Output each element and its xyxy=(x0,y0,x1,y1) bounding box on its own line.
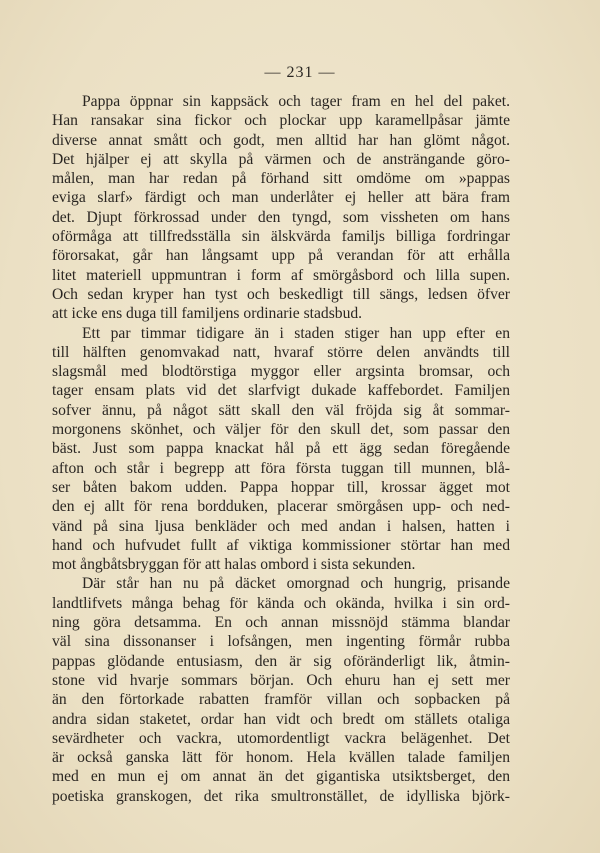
text-line: diverse annat smått och godt, men alltid har han glömt något. xyxy=(52,131,510,149)
text-line: stone vid hvarje sommars början. Och ehuru han ej sett mer xyxy=(52,671,510,689)
text-line: sofver ännu, på något sätt skall den väl fröjda sig åt sommar- xyxy=(52,401,510,419)
text-line: morgonens skönhet, och väljer för den skull det, som passar den xyxy=(52,421,510,439)
text-line: Och sedan kryper han tyst och beskedligt till sängs, ledsen öfver xyxy=(52,285,510,303)
text-line: poetiska granskogen, det rika smultronstället, de idylliska björk- xyxy=(52,787,510,805)
text-line: landtlifvets många behag för kända och okända, hvilka i sin ord- xyxy=(52,594,510,612)
text-line: mot ångbåtsbryggan för att halas ombord i sista sekunden. xyxy=(52,556,416,574)
text-line: litet materiell uppmuntran i form af smörgåsbord och lilla supen. xyxy=(52,266,510,284)
text-line: det. Djupt förkrossad under den tyngd, som vissheten om hans xyxy=(52,208,510,226)
text-line: Han ransakar sina fickor och plockar upp karamellpåsar jämte xyxy=(52,112,510,130)
text-line: slagsmål med blodtörstiga myggor eller argsinta bromsar, och xyxy=(52,363,510,381)
text-line: bäst. Just som pappa knackat hål på ett ägg sedan föregående xyxy=(52,440,510,458)
text-line: förorsakat, går han långsamt upp på verandan för att erhålla xyxy=(52,247,510,265)
paragraph-2 xyxy=(52,324,510,575)
text-line: till hälften genomvakad natt, hvaraf större delen användts till xyxy=(52,343,510,361)
text-line: den ej allt för rena bordduken, placerar smörgåsen upp- och ned- xyxy=(52,498,510,516)
page-number: — 231 — xyxy=(264,64,336,81)
text-line: pappas glödande entusiasm, den är sig oföränderligt lik, åtmin- xyxy=(52,652,510,670)
text-line: tager ensam plats vid det slarfvigt dukade kaffebordet. Familjen xyxy=(52,382,510,400)
text-line: Där står han nu på däcket omorgnad och hungrig, prisande xyxy=(82,575,510,593)
text-line: väl sina dissonanser i lofsången, men ingenting förmår rubba xyxy=(52,633,510,651)
text-line: än den förtorkade rabatten framför villan och sopbacken på xyxy=(52,691,510,709)
body-text xyxy=(52,92,510,806)
text-line: Ett par timmar tidigare än i staden stiger han upp efter en xyxy=(82,324,510,342)
text-line: sevärdheter och vackra, utomordentligt vackra belägenhet. Det xyxy=(52,729,510,747)
text-line: andra sidan staketet, ordar han vidt och bredt om ställets otaliga xyxy=(52,710,510,728)
text-line: att icke ens duga till familjens ordinarie stadsbud. xyxy=(52,305,363,323)
text-line: afton och står i begrepp att föra första tuggan till munnen, blå- xyxy=(52,459,510,477)
paragraph-3 xyxy=(52,574,510,806)
text-line: med en mun ej om annat än det gigantiska utsiktsberget, den xyxy=(52,768,510,786)
text-line: vänd på sina ljusa benkläder och med andan i halsen, hatten i xyxy=(52,517,510,535)
text-line: ning göra detsamma. En och annan missnöjd stämma blandar xyxy=(52,614,510,632)
text-line: Det hjälper ej att skylla på värmen och de ansträngande göro- xyxy=(52,150,510,168)
text-line: oförmåga att tillfredsställa sin älskvärda familjs billiga fordringar xyxy=(52,228,510,246)
text-line: hand och hufvudet fullt af viktiga kommissioner störtar han med xyxy=(52,536,510,554)
text-line: är också ganska lätt för honom. Hela kvällen talade familjen xyxy=(52,749,510,767)
paragraph-1 xyxy=(52,92,510,324)
text-line: ser båten bakom udden. Pappa hoppar till, krossar ägget mot xyxy=(52,478,510,496)
text-line: Pappa öppnar sin kappsäck och tager fram en hel del paket. xyxy=(82,93,510,110)
text-line: eviga slarf» färdigt och man underlåter ej heller att bära fram xyxy=(52,189,510,207)
text-line: målen, man har redan på förhand sitt omdöme om »pappas xyxy=(52,170,510,188)
